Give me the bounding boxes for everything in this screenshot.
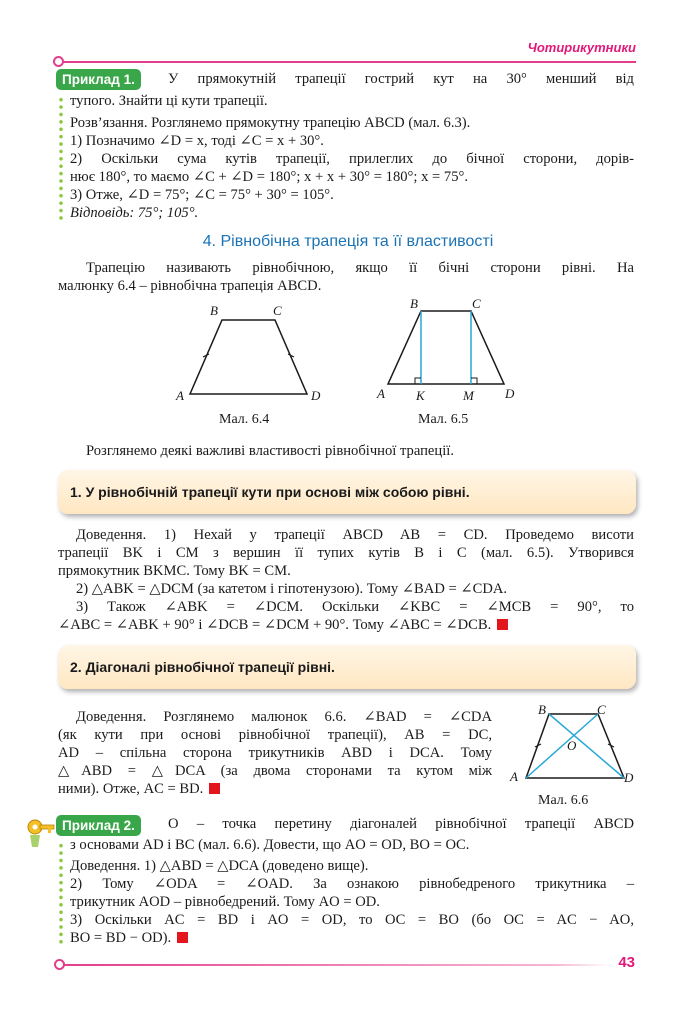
vertex-label: A	[176, 388, 184, 403]
figure-caption: Мал. 6.6	[538, 793, 589, 808]
trapezoid-abcd	[388, 311, 504, 384]
vertex-label: C	[273, 303, 282, 318]
definition-line: Трапецію називають рівнобічною, якщо її бічні сторони рівні. На	[86, 260, 634, 276]
vertex-label: D	[505, 386, 515, 401]
proof-line: ∠ABC = ∠ABK + 90° і ∠DCB = ∠DCM + 90°. Тому ∠ABC = ∠DCB.	[58, 616, 508, 634]
example1-line: 1) Позначимо ∠D = x, тоді ∠C = x + 30°.	[70, 133, 324, 149]
header-divider-dot	[53, 56, 64, 67]
example1-line: У прямокутній трапеції гострий кут на 30° менший від	[168, 71, 634, 87]
vertex-label: C	[472, 296, 481, 311]
end-of-proof-icon	[497, 619, 508, 630]
example1-dotted-rule	[59, 96, 63, 220]
example2-line: з основами AD і BC (мал. 6.6). Довести, що AO = OD, BO = OC.	[70, 837, 470, 853]
example2-line: O – точка перетину діагоналей рівнобічної трапеції ABCD	[168, 816, 634, 832]
example1-badge: Приклад 1.	[56, 69, 141, 90]
example1-line: нює 180°, то маємо ∠C + ∠D = 180°; x + x + 30° = 180°; x = 75°.	[70, 169, 468, 185]
vertex-label: C	[597, 702, 606, 717]
right-angle-mark	[415, 378, 421, 384]
key-icon	[26, 817, 56, 851]
header-divider	[56, 61, 636, 63]
vertex-label: B	[410, 296, 418, 311]
figure-caption: Мал. 6.5	[418, 412, 469, 427]
vertex-label: O	[567, 738, 577, 753]
proof-line: △ABD = △DCA (за двома сторонами та кутом між	[58, 763, 492, 779]
proof-line: 3) Також ∠ABK = ∠DCM. Оскільки ∠KBC = ∠MCB = 90°, то	[76, 599, 634, 615]
vertex-label: M	[463, 388, 474, 403]
vertex-label: A	[377, 386, 385, 401]
theorem-box: 1. У рівнобічній трапеції кути при основі між собою рівні.	[58, 470, 636, 514]
trapezoid-abcd	[190, 320, 307, 394]
chapter-title: Чотирикутники	[527, 40, 636, 55]
vertex-label: D	[624, 770, 634, 785]
example1-line: тупого. Знайти ці кути трапеції.	[70, 93, 268, 109]
example2-badge: Приклад 2.	[56, 815, 141, 836]
example2-line: 2) Тому ∠ODA = ∠OAD. За ознакою рівнобедреного трикутника –	[70, 876, 634, 892]
right-angle-mark	[471, 378, 477, 384]
example2-dotted-rule	[59, 842, 63, 946]
vertex-label: B	[210, 303, 218, 318]
example2-line: трикутник AOD – рівнобедрений. Тому AO = OD.	[70, 894, 380, 910]
end-of-proof-icon	[209, 783, 220, 794]
figure-6-4	[175, 303, 321, 403]
theorem-box: 2. Діагоналі рівнобічної трапеції рівні.	[58, 645, 636, 689]
end-of-proof-icon	[177, 932, 188, 943]
vertex-label: K	[416, 388, 425, 403]
proof-line: (як кути при основі рівнобічної трапеції), AB = DC,	[58, 727, 492, 743]
example1-answer: Відповідь: 75°; 105°.	[70, 205, 199, 221]
figure-caption: Мал. 6.4	[219, 412, 270, 427]
proof-line: Доведення. 1) Нехай у трапеції ABCD AB = CD. Проведемо висоти	[76, 527, 634, 543]
example1-line: 2) Оскільки сума кутів трапеції, прилеглих до бічної сторони, дорів-	[70, 151, 634, 167]
vertex-label: D	[311, 388, 321, 403]
proof-line: AD – спільна сторона трикутників ABD і DCA. Тому	[58, 745, 492, 761]
section-title: 4. Рівнобічна трапеція та її властивості	[202, 233, 494, 250]
vertex-label: A	[510, 769, 518, 784]
proof-line: ними). Отже, AC = BD.	[58, 780, 220, 798]
proof-line: Доведення. Розглянемо малюнок 6.6. ∠BAD = ∠CDA	[76, 709, 492, 725]
example1-line: 3) Отже, ∠D = 75°; ∠C = 75° + 30° = 105°.	[70, 187, 334, 203]
example2-line: 3) Оскільки AC = BD і AO = OD, то OC = BO (бо OC = AC − AO,	[70, 912, 634, 928]
footer-divider	[62, 964, 610, 966]
proof-line: трапеції BK і CM з вершин її тупих кутів B і C (мал. 6.5). Утворився	[58, 545, 634, 561]
proof-line: прямокутник BKMC. Тому BK = CM.	[58, 563, 291, 579]
vertex-label: B	[538, 702, 546, 717]
properties-intro: Розглянемо деякі важливі властивості рівнобічної трапеції.	[86, 443, 454, 459]
figure-6-6	[508, 700, 644, 792]
example2-line: BO = BD − OD).	[70, 929, 188, 947]
page-number: 43	[618, 954, 635, 971]
definition-line: малюнку 6.4 – рівнобічна трапеція ABCD.	[58, 278, 322, 294]
figure-6-5	[376, 296, 515, 403]
example2-line: Доведення. 1) △ABD = △DCA (доведено вище).	[70, 858, 369, 874]
footer-divider-dot	[54, 959, 65, 970]
proof-line: 2) △ABK = △DCM (за катетом і гіпотенузою). Тому ∠BAD = ∠CDA.	[76, 581, 508, 597]
example1-line: Розв’язання. Розглянемо прямокутну трапецію ABCD (мал. 6.3).	[70, 115, 471, 131]
